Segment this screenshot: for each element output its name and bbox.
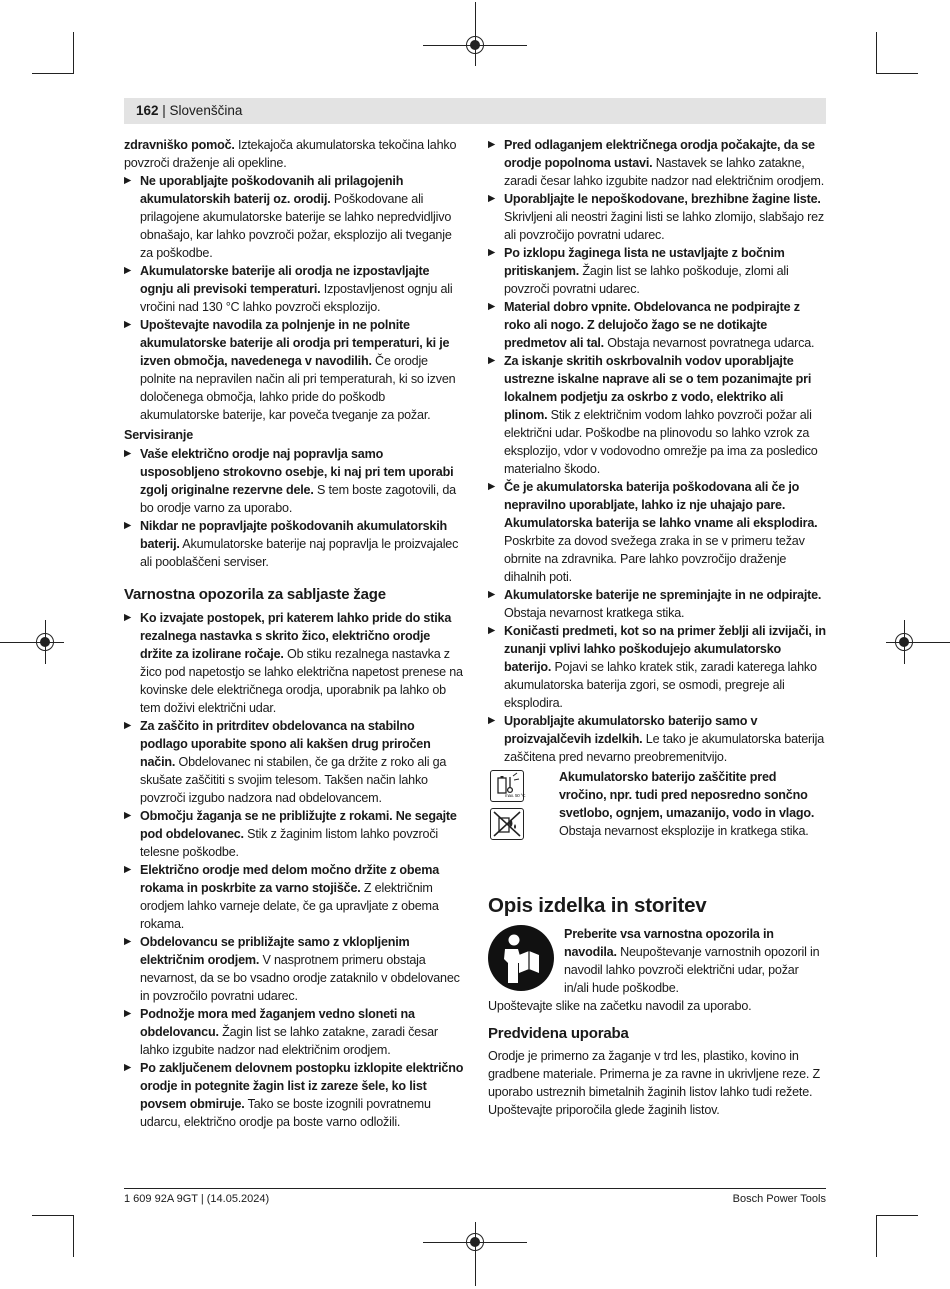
left-column [124,136,464,1131]
read-note-text: Preberite vsa varnostna opozorila in navodila. Neupoštevanje varnostnih opozoril in navodil lahko povzroči električni udar, požar in/ali hude poškodbe. [564,927,820,995]
bullet-item: ▶ Pred odlaganjem električnega orodja počakajte, da se orodje popolnoma ustavi. Nastavek se lahko zatakne, zaradi česar lahko izgubite nadzor nad električnim orodjem. [488,136,826,190]
footer-brand: Bosch Power Tools [732,1193,826,1205]
read-manual-icon [488,925,554,991]
header-separator: | [158,103,170,118]
intended-use-text: Orodje je primerno za žaganje v trd les, plastiko, kovino in gradbene materiale. Primerna je za ravne in ukrivljene reze. Z uporabo ustreznih bimetalnih žaginih listov lahko tudi režete. Upoštevajte priporočila glede žaginih listov. [488,1049,820,1117]
paragraph: zdravniško pomoč. Iztekajoča akumulatorska tekočina lahko povzroči draženje ali opekline. [124,138,457,170]
bullet-item: ▶ Po zaključenem delovnem postopku izklopite električno orodje in potegnite žagin list iz zareze šele, ko list povsem obmiruje. Tako se boste izognili povratnemu udarcu, električno orodje pa boste varno odložili. [124,1059,464,1131]
page-number: 162 [136,103,159,118]
header-language: Slovenščina [169,103,243,118]
saw-safety-heading: Varnostna opozorila za sabljaste žage [124,586,386,603]
bullet-item: ▶ Obdelovancu se približajte samo z vklopljenim električnim orodjem. V nasprotnem primeru obstaja nevarnost, da se bo vsadno orodje zataknilo v obdelovanec in povzročilo povratni udarec. [124,933,464,1005]
bullet-item: ▶ Podnožje mora med žaganjem vedno sloneti na obdelovancu. Žagin list se lahko zatakne, zaradi česar lahko izgubite nadzor nad električnim orodjem. [124,1005,464,1059]
bullet-item: ▶ Po izklopu žaginega lista ne ustavljajte z bočnim pritiskanjem. Žagin list se lahko poškoduje, zlomi ali povzroči povratni udarec. [488,244,826,298]
bullet-item: ▶ Za iskanje skritih oskrbovalnih vodov uporabljajte ustrezne iskalne naprave ali se o tem pozanimajte pri lokalnem podjetju za oskrbo z vodo, elektriko ali plinom. Stik z električnim vodom lahko povzroči požar ali električni udar. Poškodbe na plinovodu so lahko vzrok za eksplozijo, vdor v vodovodno omrežje pa ima za posledico materialno škodo. [488,352,826,478]
bullet-item: ▶ Uporabljajte akumulatorsko baterijo samo v proizvajalčevih izdelkih. Le tako je akumulatorska baterija zaščitena pred nevarno preobremenitvijo. [488,712,826,766]
figures-note: Upoštevajte slike na začetku navodil za uporabo. [488,999,752,1013]
registration-mark-icon [466,1233,484,1251]
right-column [488,136,826,844]
bullet-item: ▶ Ne uporabljajte poškodovanih ali prilagojenih akumulatorskih baterij oz. orodij. Poškodovane ali prilagojene akumulatorske baterije se lahko nepredvidljivo obnašajo, kar lahko povzroči požar, eksplozijo ali tveganje za poškodbe. [124,172,464,262]
icon-temp-label: max. 50 °C [505,793,526,798]
footer-doc-code: 1 609 92A 9GT | (14.05.2024) [124,1193,270,1205]
servicing-heading: Servisiranje [124,428,194,442]
icon-note-text: Akumulatorsko baterijo zaščitite pred vročino, npr. tudi pred neposredno sončno svetlobo, ognjem, umazanijo, vodo in vlago. Obstaja nevarnost eksplozije in kratkega stika. [559,770,815,838]
battery-protection-note [488,768,826,844]
warning-icons [490,770,524,846]
bullet-item: ▶ Za zaščito in pritrditev obdelovanca na stabilno podlago uporabite spono ali kakšen drug priročen način. Obdelovanec ni stabilen, če ga držite z roko ali ga skušate zaščititi s svojim telesom. Takšen način lahko povzroči izgubo nadzora nad obdelovancem. [124,717,464,807]
bullet-item: ▶ Vaše električno orodje naj popravlja samo usposobljeno strokovno osebje, ki naj pri tem uporabi zgolj originalne rezervne dele. S tem boste zagotovili, da bo orodje varno za uporabo. [124,445,464,517]
registration-mark-icon [466,36,484,54]
bullet-item: ▶ Električno orodje med delom močno držite z obema rokama in poskrbite za varno stojišče. Z električnim orodjem lahko varneje delate, če ga upravljate z obema rokama. [124,861,464,933]
intended-use-heading: Predvidena uporaba [488,1025,629,1042]
bullet-item: ▶ Upoštevajte navodila za polnjenje in ne polnite akumulatorske baterije ali orodja pri temperaturi, ki je izven območja, navedenega v navodilih. Če orodje polnite na nepravilen način ali pri temperaturah, ki so izven določenega območja, lahko pride do poškodb akumulatorske baterije, kar poveča tveganje za požar. [124,316,464,424]
registration-mark-icon [36,633,54,651]
battery-no-water-icon [490,808,524,840]
bullet-item: ▶ Akumulatorske baterije ne spreminjajte in ne odpirajte. Obstaja nevarnost kratkega stika. [488,586,826,622]
section-title: Opis izdelka in storitev [488,894,707,917]
bullet-item: ▶ Uporabljajte le nepoškodovane, brezhibne žagine liste. Skrivljeni ali neostri žagini listi se lahko zlomijo, slabšajo rez ali povzročijo povratni udarec. [488,190,826,244]
bullet-item: ▶ Območju žaganja se ne približujte z rokami. Ne segajte pod obdelovanec. Stik z žaginim listom lahko povzroči telesne poškodbe. [124,807,464,861]
registration-mark-icon [895,633,913,651]
page-header [136,103,242,119]
bullet-item: ▶ Ko izvajate postopek, pri katerem lahko pride do stika rezalnega nastavka s skrito žico, električno orodje držite za izolirane ročaje. Ob stiku rezalnega nastavka z žico pod napetostjo se lahko električna napetost prenese na kovinske dele električnega orodja, uporabnik pa lahko ob tem doživi električni udar. [124,609,464,717]
footer-divider [124,1188,826,1189]
bullet-item: ▶ Material dobro vpnite. Obdelovanca ne podpirajte z roko ali nogo. Z delujočo žago se ne dotikajte predmetov ali tal. Obstaja nevarnost povratnega udarca. [488,298,826,352]
bullet-item: ▶ Nikdar ne popravljajte poškodovanih akumulatorskih baterij. Akumulatorske baterije naj popravlja le proizvajalec ali pooblaščeni serviser. [124,517,464,571]
bullet-item: ▶ Akumulatorske baterije ali orodja ne izpostavljajte ognju ali previsoki temperaturi. Izpostavljenost ognju ali vročini nad 130 °C lahko povzroči eksplozijo. [124,262,464,316]
read-instructions-note [488,925,826,997]
product-description-section [488,893,826,1119]
battery-heat-warning-icon [490,770,524,802]
bullet-item: ▶ Koničasti predmeti, kot so na primer žeblji ali izvijači, in zunanji vplivi lahko poškodujejo akumulatorsko baterijo. Pojavi se lahko kratek stik, zaradi katerega lahko akumulatorska baterija zgori, se osmodi, pregreje ali eksplodira. [488,622,826,712]
bullet-item: ▶ Če je akumulatorska baterija poškodovana ali če jo nepravilno uporabljate, lahko iz nje uhajajo pare. Akumulatorska baterija se lahko vname ali eksplodira. Poskrbite za dovod svežega zraka in se v primeru težav obrnite na zdravnika. Pare lahko povzročijo draženje dihalnih poti. [488,478,826,586]
